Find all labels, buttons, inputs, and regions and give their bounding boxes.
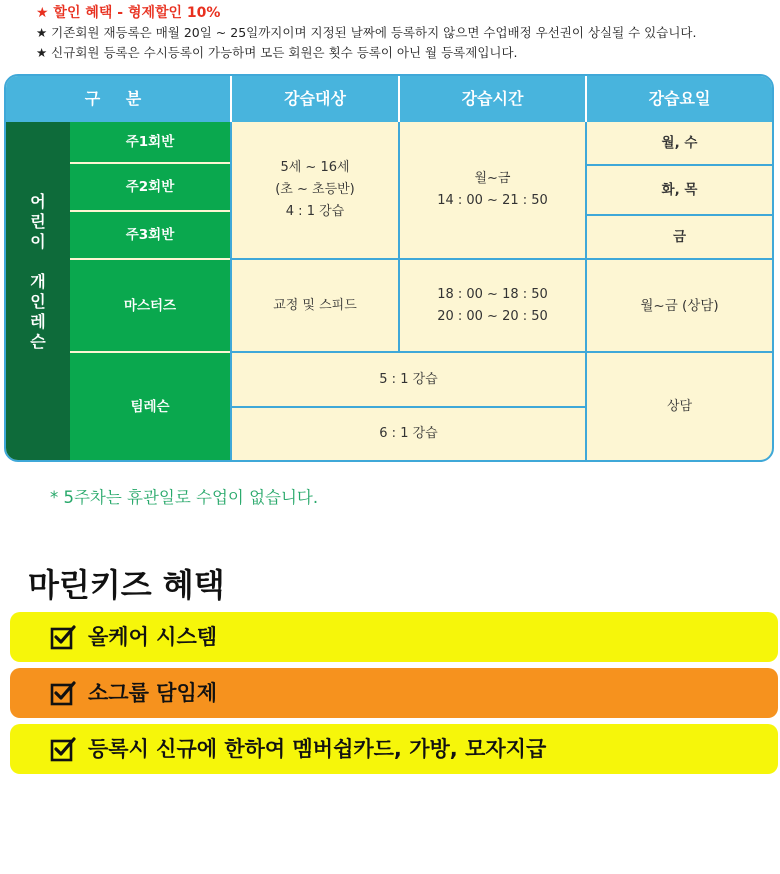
time-range: 18 : 00 ~ 18 : 50	[437, 286, 548, 302]
level: (초 ~ 초등반)	[275, 182, 355, 197]
benefit-label: 올케어 시스템	[88, 625, 218, 649]
new-member-note: ★ 신규회원 등록은 수시등록이 가능하며 모든 회원은 횟수 등록이 아닌 월 등록제입니다.	[36, 45, 518, 60]
category-char: 개	[30, 272, 46, 291]
checkbox-checked-icon	[50, 624, 76, 650]
class-label: 주1회반	[125, 134, 175, 150]
header-time: 강습시간	[398, 76, 585, 122]
class-once-weekly	[70, 122, 230, 164]
masters-target-cell	[230, 260, 398, 353]
benefit-label: 소그룹 담임제	[88, 681, 218, 705]
class-label: 주3회반	[125, 227, 175, 243]
header-days: 강습요일	[585, 76, 772, 122]
category-char: 린	[30, 212, 46, 231]
table-header	[6, 76, 772, 122]
header-category: 구 분	[84, 89, 152, 108]
ratio: 4 : 1 강습	[285, 204, 345, 219]
team-days-cell	[585, 353, 772, 460]
class-twice-weekly	[70, 164, 230, 212]
checkbox-checked-icon	[50, 736, 76, 762]
weekday-range: 월~금	[474, 171, 511, 186]
days-once-weekly	[585, 122, 772, 166]
masters-time-cell	[398, 260, 585, 353]
days-label: 화, 목	[661, 182, 698, 198]
benefit-item-all-care	[10, 612, 778, 662]
days-twice-weekly	[585, 166, 772, 216]
team-row-6to1	[230, 408, 585, 460]
days-thrice-weekly	[585, 216, 772, 260]
class-team-lesson	[70, 353, 230, 460]
benefit-item-membership-gift	[10, 724, 778, 774]
class-masters	[70, 260, 230, 353]
masters-days-cell	[585, 260, 772, 353]
category-char	[6, 252, 70, 272]
days-label: 월~금 (상담)	[640, 297, 719, 314]
ratio: 6 : 1 강습	[379, 426, 438, 441]
notes	[36, 4, 766, 62]
category-char: 슨	[30, 332, 46, 351]
category-char: 레	[30, 312, 46, 331]
time-range: 20 : 00 ~ 20 : 50	[437, 308, 548, 324]
days-label: 금	[672, 229, 687, 245]
masters-target: 교정 및 스피드	[273, 297, 357, 313]
re-registration-note: ★ 기존회원 재등록은 매월 20일 ~ 25일까지이며 지정된 날짜에 등록하지 않으면 수업배정 우선권이 상실될 수 있습니다.	[36, 25, 697, 40]
benefit-item-small-group	[10, 668, 778, 718]
class-label: 마스터즈	[123, 297, 177, 314]
time-range: 14 : 00 ~ 21 : 50	[437, 193, 548, 208]
age-range: 5세 ~ 16세	[280, 160, 350, 175]
kids-time-cell	[398, 122, 585, 260]
benefits-title: 마린키즈 혜택	[28, 566, 225, 604]
days-label: 상담	[666, 398, 693, 414]
kids-target-cell	[230, 122, 398, 260]
ratio: 5 : 1 강습	[379, 371, 438, 387]
discount-note: ★ 할인 혜택 - 형제할인 10%	[36, 5, 221, 21]
class-thrice-weekly	[70, 212, 230, 260]
footnote: * 5주차는 휴관일로 수업이 없습니다.	[50, 488, 319, 507]
class-label: 팀레슨	[130, 398, 170, 415]
header-target: 강습대상	[230, 76, 398, 122]
class-label: 주2회반	[125, 179, 175, 195]
days-label: 월, 수	[661, 135, 698, 151]
checkbox-checked-icon	[50, 680, 76, 706]
benefit-label: 등록시 신규에 한하여 멤버쉽카드, 가방, 모자지급	[88, 737, 547, 761]
category-char: 인	[30, 292, 46, 311]
schedule-table	[4, 74, 774, 462]
team-row-5to1	[230, 353, 585, 408]
category-char: 이	[30, 232, 46, 251]
category-char: 어	[30, 192, 46, 211]
category-kids-private-lesson	[6, 122, 70, 460]
